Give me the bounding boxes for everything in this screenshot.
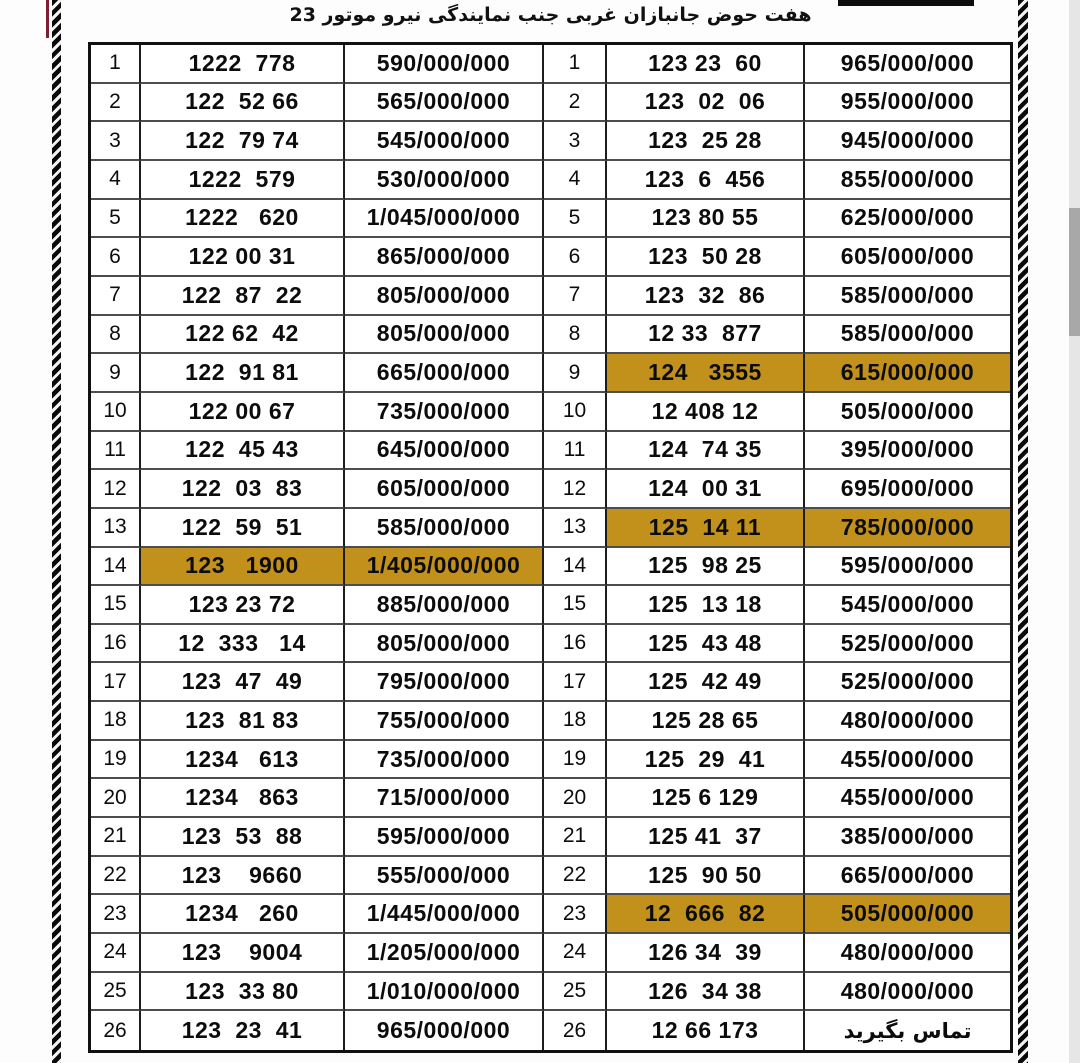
- phone-number-cell: 1222 620: [141, 200, 345, 239]
- phone-number-cell: 123 25 28: [607, 122, 805, 161]
- price-cell: 505/000/000: [805, 393, 1010, 432]
- row-index-cell: 14: [91, 548, 141, 587]
- price-cell: 595/000/000: [805, 548, 1010, 587]
- price-cell: 665/000/000: [805, 857, 1010, 896]
- price-cell: 530/000/000: [345, 161, 544, 200]
- price-cell: 805/000/000: [345, 316, 544, 355]
- price-cell: 965/000/000: [345, 1011, 544, 1050]
- price-cell: 645/000/000: [345, 432, 544, 471]
- price-cell: 525/000/000: [805, 625, 1010, 664]
- row-index-cell: 3: [544, 122, 607, 161]
- phone-number-cell: 125 43 48: [607, 625, 805, 664]
- row-index-cell: 8: [91, 316, 141, 355]
- right-hatched-border: [1018, 0, 1028, 1063]
- row-index-cell: 16: [544, 625, 607, 664]
- row-index-cell: 4: [91, 161, 141, 200]
- price-cell: 665/000/000: [345, 354, 544, 393]
- price-cell: 455/000/000: [805, 741, 1010, 780]
- price-cell: 735/000/000: [345, 393, 544, 432]
- price-cell: 545/000/000: [345, 122, 544, 161]
- price-cell: 1/045/000/000: [345, 200, 544, 239]
- price-cell: 605/000/000: [345, 470, 544, 509]
- phone-number-cell: 122 59 51: [141, 509, 345, 548]
- row-index-cell: 12: [544, 470, 607, 509]
- phone-number-cell: 126 34 38: [607, 973, 805, 1012]
- phone-number-cell: 125 98 25: [607, 548, 805, 587]
- row-index-cell: 25: [91, 973, 141, 1012]
- row-index-cell: 18: [544, 702, 607, 741]
- phone-number-cell: 123 1900: [141, 548, 345, 587]
- row-index-cell: 11: [544, 432, 607, 471]
- price-cell: 1/010/000/000: [345, 973, 544, 1012]
- phone-number-cell: 125 29 41: [607, 741, 805, 780]
- price-cell: 585/000/000: [805, 277, 1010, 316]
- phone-number-cell: 122 62 42: [141, 316, 345, 355]
- phone-number-cell: 125 13 18: [607, 586, 805, 625]
- row-index-cell: 10: [91, 393, 141, 432]
- row-index-cell: 25: [544, 973, 607, 1012]
- phone-number-cell: 123 23 72: [141, 586, 345, 625]
- row-index-cell: 13: [544, 509, 607, 548]
- row-index-cell: 8: [544, 316, 607, 355]
- phone-number-cell: 123 53 88: [141, 818, 345, 857]
- row-index-cell: 2: [544, 84, 607, 123]
- phone-number-cell: 1222 579: [141, 161, 345, 200]
- row-index-cell: 5: [544, 200, 607, 239]
- phone-number-cell: 123 6 456: [607, 161, 805, 200]
- page-title: هفت حوض جانبازان غربی جنب نمایندگی نیرو موتور 23: [289, 4, 812, 26]
- price-cell: 1/445/000/000: [345, 895, 544, 934]
- row-index-cell: 2: [91, 84, 141, 123]
- price-cell: 385/000/000: [805, 818, 1010, 857]
- row-index-cell: 22: [91, 857, 141, 896]
- phone-number-cell: 123 33 80: [141, 973, 345, 1012]
- row-index-cell: 3: [91, 122, 141, 161]
- phone-number-cell: 124 00 31: [607, 470, 805, 509]
- phone-number-cell: 122 79 74: [141, 122, 345, 161]
- row-index-cell: 7: [91, 277, 141, 316]
- row-index-cell: 24: [91, 934, 141, 973]
- row-index-cell: 1: [91, 45, 141, 84]
- phone-number-cell: 123 23 60: [607, 45, 805, 84]
- price-cell: 755/000/000: [345, 702, 544, 741]
- price-cell: 615/000/000: [805, 354, 1010, 393]
- price-cell: 480/000/000: [805, 934, 1010, 973]
- price-cell: 955/000/000: [805, 84, 1010, 123]
- price-cell: 565/000/000: [345, 84, 544, 123]
- phone-number-cell: 122 45 43: [141, 432, 345, 471]
- phone-number-cell: 1222 778: [141, 45, 345, 84]
- price-cell: 585/000/000: [345, 509, 544, 548]
- price-cell: 945/000/000: [805, 122, 1010, 161]
- price-cell: 715/000/000: [345, 779, 544, 818]
- price-table: [88, 42, 1013, 1053]
- row-index-cell: 18: [91, 702, 141, 741]
- price-cell: 525/000/000: [805, 663, 1010, 702]
- price-cell: 395/000/000: [805, 432, 1010, 471]
- phone-number-cell: 123 9660: [141, 857, 345, 896]
- price-cell: 735/000/000: [345, 741, 544, 780]
- price-cell: تماس بگیرید: [805, 1011, 1010, 1050]
- phone-number-cell: 122 00 31: [141, 238, 345, 277]
- row-index-cell: 13: [91, 509, 141, 548]
- row-index-cell: 17: [544, 663, 607, 702]
- phone-number-cell: 12 408 12: [607, 393, 805, 432]
- row-index-cell: 20: [91, 779, 141, 818]
- price-cell: 1/405/000/000: [345, 548, 544, 587]
- price-cell: 590/000/000: [345, 45, 544, 84]
- row-index-cell: 9: [544, 354, 607, 393]
- phone-number-cell: 123 23 41: [141, 1011, 345, 1050]
- row-index-cell: 11: [91, 432, 141, 471]
- price-cell: 965/000/000: [805, 45, 1010, 84]
- phone-number-cell: 124 74 35: [607, 432, 805, 471]
- row-index-cell: 12: [91, 470, 141, 509]
- phone-number-cell: 123 9004: [141, 934, 345, 973]
- price-cell: 455/000/000: [805, 779, 1010, 818]
- phone-number-cell: 125 41 37: [607, 818, 805, 857]
- price-cell: 545/000/000: [805, 586, 1010, 625]
- row-index-cell: 7: [544, 277, 607, 316]
- phone-number-cell: 125 42 49: [607, 663, 805, 702]
- row-index-cell: 14: [544, 548, 607, 587]
- price-cell: 505/000/000: [805, 895, 1010, 934]
- phone-number-cell: 123 50 28: [607, 238, 805, 277]
- row-index-cell: 15: [544, 586, 607, 625]
- phone-number-cell: 122 03 83: [141, 470, 345, 509]
- phone-number-cell: 122 00 67: [141, 393, 345, 432]
- price-cell: 595/000/000: [345, 818, 544, 857]
- row-index-cell: 22: [544, 857, 607, 896]
- row-index-cell: 26: [544, 1011, 607, 1050]
- price-cell: 865/000/000: [345, 238, 544, 277]
- price-cell: 585/000/000: [805, 316, 1010, 355]
- phone-number-cell: 12 66 173: [607, 1011, 805, 1050]
- price-cell: 785/000/000: [805, 509, 1010, 548]
- phone-number-cell: 1234 863: [141, 779, 345, 818]
- phone-number-cell: 1234 613: [141, 741, 345, 780]
- row-index-cell: 15: [91, 586, 141, 625]
- phone-number-cell: 123 47 49: [141, 663, 345, 702]
- phone-number-cell: 123 80 55: [607, 200, 805, 239]
- price-cell: 555/000/000: [345, 857, 544, 896]
- price-cell: 805/000/000: [345, 277, 544, 316]
- phone-number-cell: 122 87 22: [141, 277, 345, 316]
- row-index-cell: 20: [544, 779, 607, 818]
- price-cell: 885/000/000: [345, 586, 544, 625]
- phone-number-cell: 12 333 14: [141, 625, 345, 664]
- scrollbar-track[interactable]: [1069, 0, 1080, 1063]
- scrollbar-thumb[interactable]: [1069, 208, 1080, 336]
- price-cell: 695/000/000: [805, 470, 1010, 509]
- phone-number-cell: 123 32 86: [607, 277, 805, 316]
- row-index-cell: 17: [91, 663, 141, 702]
- row-index-cell: 6: [91, 238, 141, 277]
- phone-number-cell: 125 90 50: [607, 857, 805, 896]
- row-index-cell: 6: [544, 238, 607, 277]
- row-index-cell: 9: [91, 354, 141, 393]
- phone-number-cell: 12 666 82: [607, 895, 805, 934]
- phone-number-cell: 1234 260: [141, 895, 345, 934]
- row-index-cell: 19: [544, 741, 607, 780]
- price-cell: 805/000/000: [345, 625, 544, 664]
- row-index-cell: 4: [544, 161, 607, 200]
- phone-number-cell: 122 91 81: [141, 354, 345, 393]
- phone-number-cell: 122 52 66: [141, 84, 345, 123]
- maroon-mark: [46, 0, 49, 38]
- phone-number-cell: 123 81 83: [141, 702, 345, 741]
- row-index-cell: 24: [544, 934, 607, 973]
- price-cell: 480/000/000: [805, 702, 1010, 741]
- price-cell: 795/000/000: [345, 663, 544, 702]
- row-index-cell: 16: [91, 625, 141, 664]
- phone-number-cell: 125 14 11: [607, 509, 805, 548]
- row-index-cell: 1: [544, 45, 607, 84]
- row-index-cell: 19: [91, 741, 141, 780]
- row-index-cell: 23: [544, 895, 607, 934]
- phone-number-cell: 123 02 06: [607, 84, 805, 123]
- row-index-cell: 23: [91, 895, 141, 934]
- row-index-cell: 26: [91, 1011, 141, 1050]
- row-index-cell: 10: [544, 393, 607, 432]
- row-index-cell: 21: [544, 818, 607, 857]
- row-index-cell: 21: [91, 818, 141, 857]
- left-hatched-border: [52, 0, 61, 1063]
- phone-number-cell: 124 3555: [607, 354, 805, 393]
- price-cell: 480/000/000: [805, 973, 1010, 1012]
- row-index-cell: 5: [91, 200, 141, 239]
- phone-number-cell: 125 28 65: [607, 702, 805, 741]
- price-cell: 1/205/000/000: [345, 934, 544, 973]
- price-cell: 855/000/000: [805, 161, 1010, 200]
- phone-number-cell: 126 34 39: [607, 934, 805, 973]
- price-cell: 625/000/000: [805, 200, 1010, 239]
- price-cell: 605/000/000: [805, 238, 1010, 277]
- phone-number-cell: 12 33 877: [607, 316, 805, 355]
- phone-number-cell: 125 6 129: [607, 779, 805, 818]
